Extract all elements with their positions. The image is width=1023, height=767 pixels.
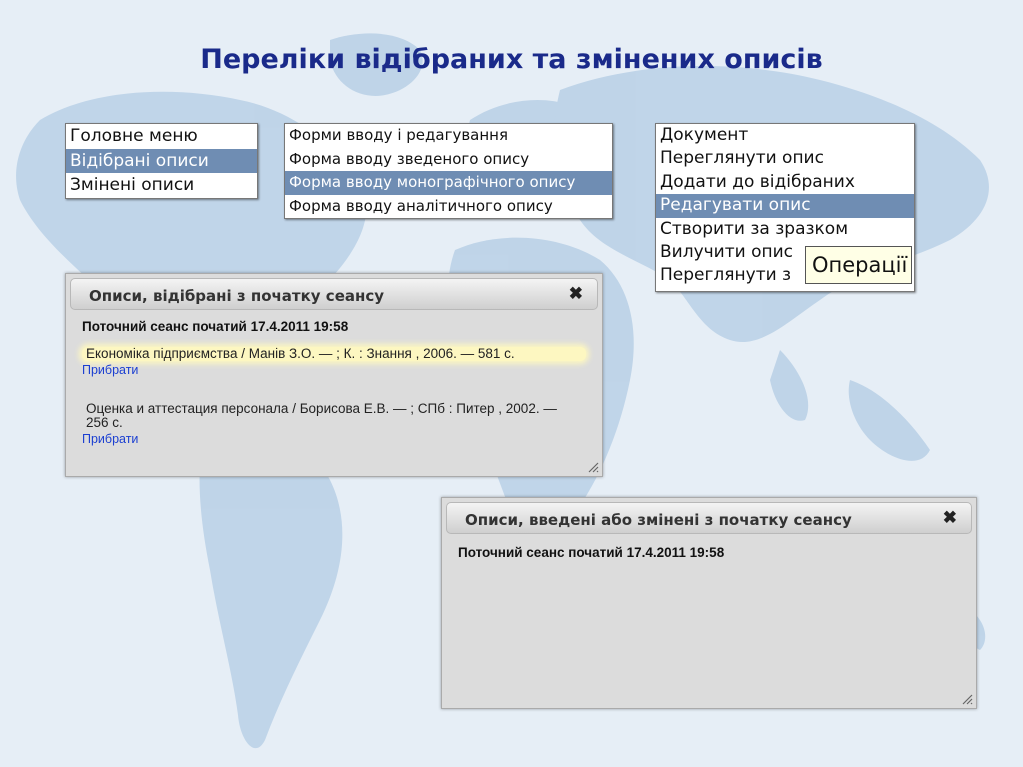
menu-item-add-to-selected[interactable]: Додати до відібраних [660,171,855,192]
list-item [82,402,586,446]
page-title: Переліки відібраних та змінених описів [200,44,823,75]
selected-records-panel [65,273,603,477]
session-start-label: Поточний сеанс початий 17.4.2011 19:58 [82,319,349,334]
record-description: Оценка и аттестация персонала / Борисова Е.В. — ; СПб : Питер , 2002. — 256 с. [86,401,557,430]
menu-item-summary-form[interactable]: Форма вводу зведеного опису [289,149,530,168]
menu-item-changed-records[interactable]: Змінені описи [70,175,195,195]
operations-tooltip: Операції [805,246,912,284]
session-start-label: Поточний сеанс початий 17.4.2011 19:58 [458,545,725,560]
close-icon[interactable]: ✖ [942,508,957,527]
menu-item-view-record[interactable]: Переглянути опис [660,148,824,169]
panel-title: Описи, введені або змінені з початку сеансу [465,511,852,529]
remove-link[interactable]: Прибрати [82,363,139,377]
menu-item-edit-record[interactable]: Редагувати опис [656,194,914,217]
menu-item-monograph-form[interactable]: Форма вводу монографічного опису [285,171,612,195]
changed-records-panel [441,497,977,709]
menu-item-create-from-template[interactable]: Створити за зразком [660,218,849,239]
menu-item-document[interactable]: Документ [660,125,749,145]
menu-item-input-forms[interactable]: Форми вводу і редагування [289,126,508,144]
menu-item-delete-record[interactable]: Вилучити опис [660,241,793,262]
forms-menu [284,123,613,219]
menu-item-selected-records[interactable]: Відібрані описи [66,149,257,174]
menu-item-analytic-form[interactable]: Форма вводу аналітичного опису [289,196,553,215]
panel-header[interactable] [70,278,598,310]
panel-title: Описи, відібрані з початку сеансу [89,287,385,305]
list-item [82,347,586,377]
record-description: Економіка підприємства / Манів З.О. — ; К. : Знання , 2006. — 581 с. [82,347,586,361]
menu-item-view-more[interactable]: Переглянути з [660,265,792,286]
menu-item-main[interactable]: Головне меню [70,126,198,146]
resize-grip-icon[interactable] [961,693,973,705]
resize-grip-icon[interactable] [587,461,599,473]
close-icon[interactable]: ✖ [568,284,583,303]
remove-link[interactable]: Прибрати [82,432,139,446]
main-menu [65,123,258,199]
panel-header[interactable] [446,502,972,534]
